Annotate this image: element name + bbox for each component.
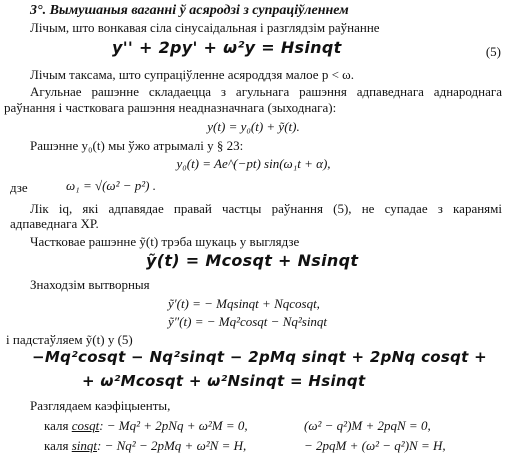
- coefficients-intro: Разглядаем каэфіцыенты,: [30, 398, 171, 413]
- equation-second-derivative: ỹ″(t) = − Mq²cosqt − Nq²sinqt: [168, 314, 328, 329]
- near-cos-label: каля: [44, 418, 69, 433]
- handwritten-particular-solution: ỹ(t) = Mcosqt + Nsinqt: [146, 251, 359, 270]
- derivatives-intro: Знаходзім вытворныя: [30, 277, 150, 292]
- near-cos-equation: : − Mq² + 2pNq + ω²M = 0,: [99, 418, 248, 433]
- resistance-line: Лічым таксама, што супраціўленне асяроддзя малое p < ω.: [30, 67, 354, 82]
- equation-general-solution: y(t) = y₀(t) + ỹ(t).: [207, 119, 300, 134]
- near-sin-equation-2: − 2pqM + (ω² − q²)N = H,: [304, 438, 446, 453]
- general-solution-line-2: раўнання і частковага рашэння неадназначнага (зыходнага):: [4, 100, 337, 115]
- equation-homogeneous: y₀(t) = Ae^(−pt) sin(ω₁t + α),: [176, 156, 331, 171]
- lic-line-1: Лік iq, які адпавядае правай частцы раўнання (5), не супадае з каранямі: [30, 201, 502, 216]
- general-solution-line-1: Агульнае рашэнне складаецца з агульнага рашэння адпаведнага аднароднага: [30, 84, 502, 99]
- lic-line-2: адпаведнага ХР.: [10, 216, 99, 231]
- near-sin-row: [44, 438, 246, 453]
- near-sin-term: sinqt: [71, 438, 98, 453]
- section-heading: 3°. Вымушаныя ваганні ў асяродзі з супраціўленнем: [30, 3, 349, 18]
- intro-line: Лічым, што вонкавая сіла сінусаідальная і разглядзім раўнанне: [30, 20, 380, 35]
- equation-omega1: ω₁ = √(ω² − p²) .: [66, 178, 157, 193]
- near-sin-label: каля: [44, 438, 69, 453]
- near-sin-equation: : − Nq² − 2pMq + ω²N = H,: [97, 438, 247, 453]
- equation-number-5: (5): [485, 44, 501, 59]
- near-cos-row: [44, 418, 248, 433]
- equation-first-derivative: ỹ′(t) = − Mqsinqt + Nqcosqt,: [168, 296, 320, 311]
- handwritten-substitution-2: + ω²Mcosqt + ω²Nsinqt = Hsinqt: [82, 372, 366, 390]
- substitute-line: і падстаўляем ỹ(t) у (5): [6, 332, 133, 347]
- homogeneous-intro: Рашэнне y₀(t) мы ўжо атрымалі у § 23:: [30, 138, 244, 153]
- handwritten-equation-main: y'' + 2py' + ω²y = Hsinqt: [112, 38, 342, 57]
- near-cos-term: cosqt: [71, 418, 100, 433]
- handwritten-substitution-1: −Mq²cosqt − Nq²sinqt − 2pMq sinqt + 2pNq cosqt +: [32, 348, 488, 366]
- near-cos-equation-2: (ω² − q²)M + 2pqN = 0,: [304, 418, 431, 433]
- where-label: дзе: [10, 180, 28, 195]
- particular-intro: Частковае рашэнне ỹ(t) трэба шукаць у выглядзе: [30, 234, 300, 249]
